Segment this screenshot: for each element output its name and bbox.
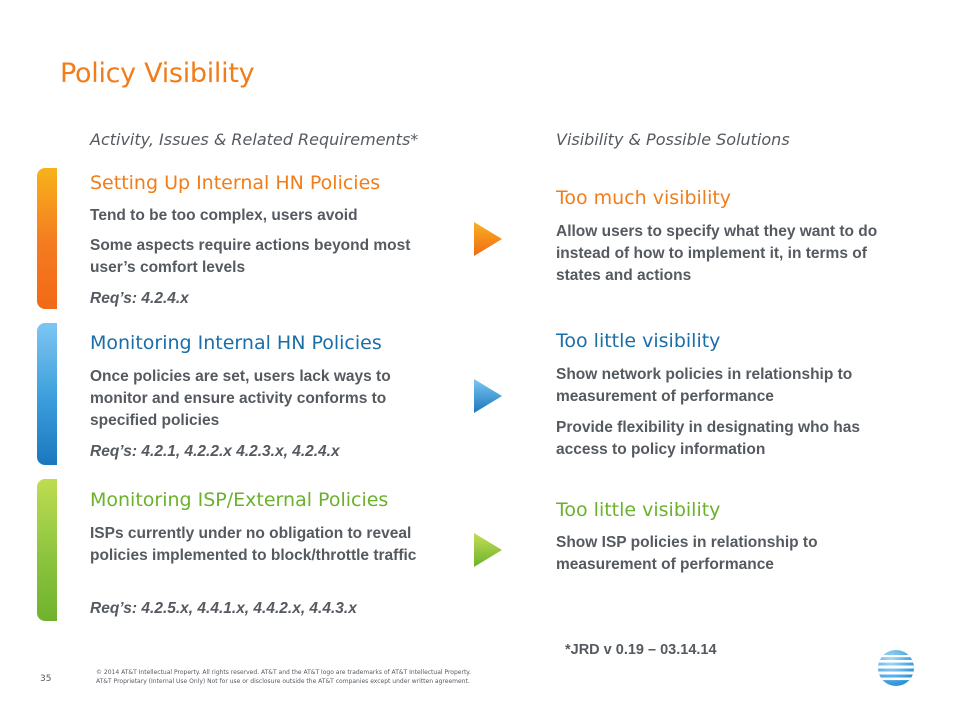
copyright-line: AT&T Proprietary (Internal Use Only) Not for use or disclosure outside the AT&T companies except under written agreement.: [96, 678, 470, 685]
jrd-footnote: *JRD v 0.19 – 03.14.14: [565, 642, 717, 658]
solution-title-too-much: Too much visibility: [556, 187, 732, 209]
page-title: Policy Visibility: [60, 58, 255, 89]
att-globe-logo: [877, 649, 915, 687]
play-arrow-icon: [472, 220, 504, 258]
section-requirements: Req’s: 4.2.4.x: [90, 290, 189, 307]
play-arrow-icon: [472, 377, 504, 415]
solution-text: Provide flexibility in designating who has access to policy information: [556, 419, 861, 458]
solution-title-too-little-2: Too little visibility: [556, 499, 721, 521]
section-requirements: Req’s: 4.2.1, 4.2.2.x 4.2.3.x, 4.2.4.x: [90, 443, 340, 460]
section-title-monitoring-internal: Monitoring Internal HN Policies: [90, 332, 382, 354]
page-number: 35: [40, 674, 52, 684]
section-title-monitoring-isp: Monitoring ISP/External Policies: [90, 489, 389, 511]
right-column-header: Visibility & Possible Solutions: [556, 130, 790, 149]
section-accent-bar-blue: [37, 323, 57, 465]
solution-text: Allow users to specify what they want to do instead of how to implement it, in terms of states and actions: [556, 223, 878, 284]
play-arrow-icon: [472, 531, 504, 569]
section-issue-text: Once policies are set, users lack ways to monitor and ensure activity conforms to specified policies: [90, 368, 391, 429]
section-issue-text: ISPs currently under no obligation to reveal policies implemented to block/throttle traffic: [90, 525, 417, 564]
copyright-notice: [96, 668, 536, 686]
section-accent-bar-green: [37, 479, 57, 621]
left-column-header: Activity, Issues & Related Requirements*: [90, 130, 419, 149]
section-requirements: Req’s: 4.2.5.x, 4.4.1.x, 4.4.2.x, 4.4.3.x: [90, 600, 357, 617]
copyright-line: © 2014 AT&T Intellectual Property. All rights reserved. AT&T and the AT&T logo are trademarks of AT&T Intellectual Property.: [96, 669, 471, 676]
solution-text: Show network policies in relationship to measurement of performance: [556, 366, 853, 405]
section-issue-text: Tend to be too complex, users avoid: [90, 207, 358, 224]
section-title-setup: Setting Up Internal HN Policies: [90, 172, 381, 194]
section-issue-text: Some aspects require actions beyond most user’s comfort levels: [90, 237, 411, 276]
section-accent-bar-orange: [37, 168, 57, 309]
solution-title-too-little-1: Too little visibility: [556, 330, 721, 352]
solution-text: Show ISP policies in relationship to measurement of performance: [556, 534, 818, 573]
